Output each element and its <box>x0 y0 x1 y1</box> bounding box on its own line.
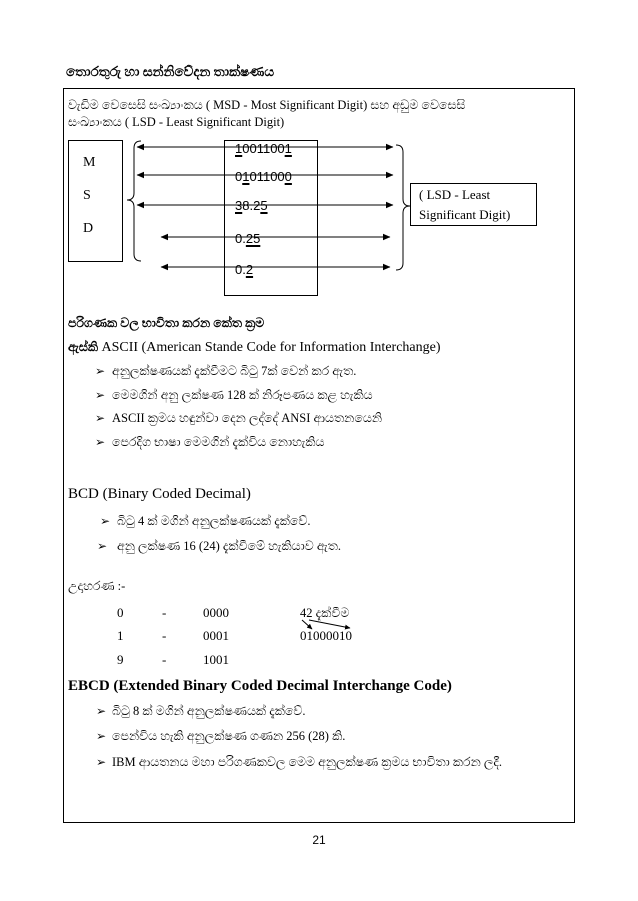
bullet-icon: ➢ <box>95 411 106 425</box>
digit-group: 0. <box>235 262 246 277</box>
example-digit: 9 <box>117 652 124 667</box>
lsd-box: ( LSD - Least Significant Digit) <box>410 183 537 226</box>
bullet-icon: ➢ <box>97 539 108 553</box>
bullet-icon: ➢ <box>95 388 106 402</box>
ebcd-bullet-2: පෙන්විය හැකි අනුලක්ෂණ ගණන 256 (28) කි. <box>112 729 346 743</box>
ebcd-bullet-1: බිටු 8 ක් මගින් අනුලක්ෂණයක් දැක්වේ. <box>112 704 306 718</box>
digit-group: 001100 <box>242 141 285 156</box>
significant-digit: 1 <box>284 141 292 156</box>
example-note: 01000010 <box>300 628 352 643</box>
msd-letter-s: S <box>83 188 91 203</box>
bcd-title: BCD (Binary Coded Decimal) <box>68 486 251 502</box>
significant-digit: 1 <box>242 169 250 184</box>
bullet-icon: ➢ <box>95 364 106 378</box>
digit-group: 0 <box>235 169 243 184</box>
example-binary: 0001 <box>203 628 229 643</box>
ascii-heading <box>68 338 441 357</box>
significant-digit: 2 <box>245 262 254 277</box>
significant-digit: 5 <box>260 198 268 213</box>
bullet-icon: ➢ <box>96 729 107 743</box>
diagram-number <box>235 231 260 247</box>
significant-digit: 3 <box>235 198 243 213</box>
bcd-bullet-2: අනු ලක්ෂණ 16 (24) දැක්වීමේ හැකියාව ඇත. <box>117 539 341 553</box>
page-heading: තොරතුරු හා සන්නිවේදන තාක්ෂණය <box>66 64 275 79</box>
bcd-bullet-1: බිටු 4 ක් මගින් අනුලක්ෂණයක් දැක්වේ. <box>117 514 311 528</box>
example-digit: 0 <box>117 605 124 620</box>
ascii-prefix: ඇස්කි <box>68 340 98 354</box>
bullet-icon: ➢ <box>96 755 107 769</box>
msd-box <box>68 140 123 262</box>
bullet-icon: ➢ <box>95 435 106 449</box>
diagram-number <box>235 169 292 185</box>
right-brace <box>396 145 410 270</box>
digit-group: 0. <box>235 231 246 246</box>
bullet-icon: ➢ <box>96 704 107 718</box>
page-number: 21 <box>312 833 326 847</box>
ebcd-bullet-3: IBM ආයතනය මහා පරිගණකවල මෙම අනුලක්ෂණ ක්‍රමය භාවිතා කරන ලදී. <box>112 755 503 769</box>
ebcd-title: EBCD (Extended Binary Coded Decimal Interchange Code) <box>68 678 452 694</box>
msd-letter-d: D <box>83 221 94 236</box>
significant-digit: 0 <box>284 169 292 184</box>
example-dash: - <box>162 628 167 643</box>
ascii-title: ASCII (American Stande Code for Information Interchange) <box>98 340 441 355</box>
ascii-bullet-2: මෙමගින් අනු ලක්ෂණ 128 ක් නිරූපණය කළ හැකිය <box>112 388 373 402</box>
example-binary: 1001 <box>203 652 229 667</box>
msd-intro-line-2: සංඛ්‍යාංකය ( LSD - Least Significant Digit) <box>68 115 285 129</box>
significant-digit: 25 <box>245 231 261 246</box>
digit-group: 01100 <box>249 169 285 184</box>
example-label: උදාහරණ :- <box>68 579 126 593</box>
diagram-number <box>235 141 292 157</box>
significant-digit: 1 <box>235 141 243 156</box>
ascii-bullet-4: පෙරදිග භාෂා මෙමගින් දැක්විය නොහැකිය <box>112 435 325 449</box>
bullet-icon: ➢ <box>100 514 111 528</box>
example-digit: 1 <box>117 628 124 643</box>
left-brace <box>127 141 141 261</box>
example-dash: - <box>162 652 167 667</box>
ascii-bullet-3: ASCII ක්‍රමය හඳුන්වා දෙන ලද්දේ ANSI ආයතනයෙනි <box>112 411 382 425</box>
digit-group: 8.2 <box>242 198 261 213</box>
codes-section-title: පරිගණක වල භාවිතා කරන කේත ක්‍රම <box>68 316 265 330</box>
numbers-box <box>224 140 318 296</box>
msd-letter-m: M <box>83 155 96 170</box>
example-note: 42 දැක්වීම <box>300 606 350 620</box>
example-dash: - <box>162 605 167 620</box>
diagram-number <box>235 262 253 278</box>
msd-intro-line-1: වැඩිම වෙසෙසි සංඛ්‍යාංකය ( MSD - Most Significant Digit) සහ අඩුම වෙසෙසි <box>68 98 466 112</box>
diagram-number <box>235 198 268 214</box>
ascii-bullet-1: අනුලක්ෂණයක් දැක්වීමට බිටු 7ක් වෙන් කර ඇත. <box>112 364 357 378</box>
example-binary: 0000 <box>203 605 229 620</box>
